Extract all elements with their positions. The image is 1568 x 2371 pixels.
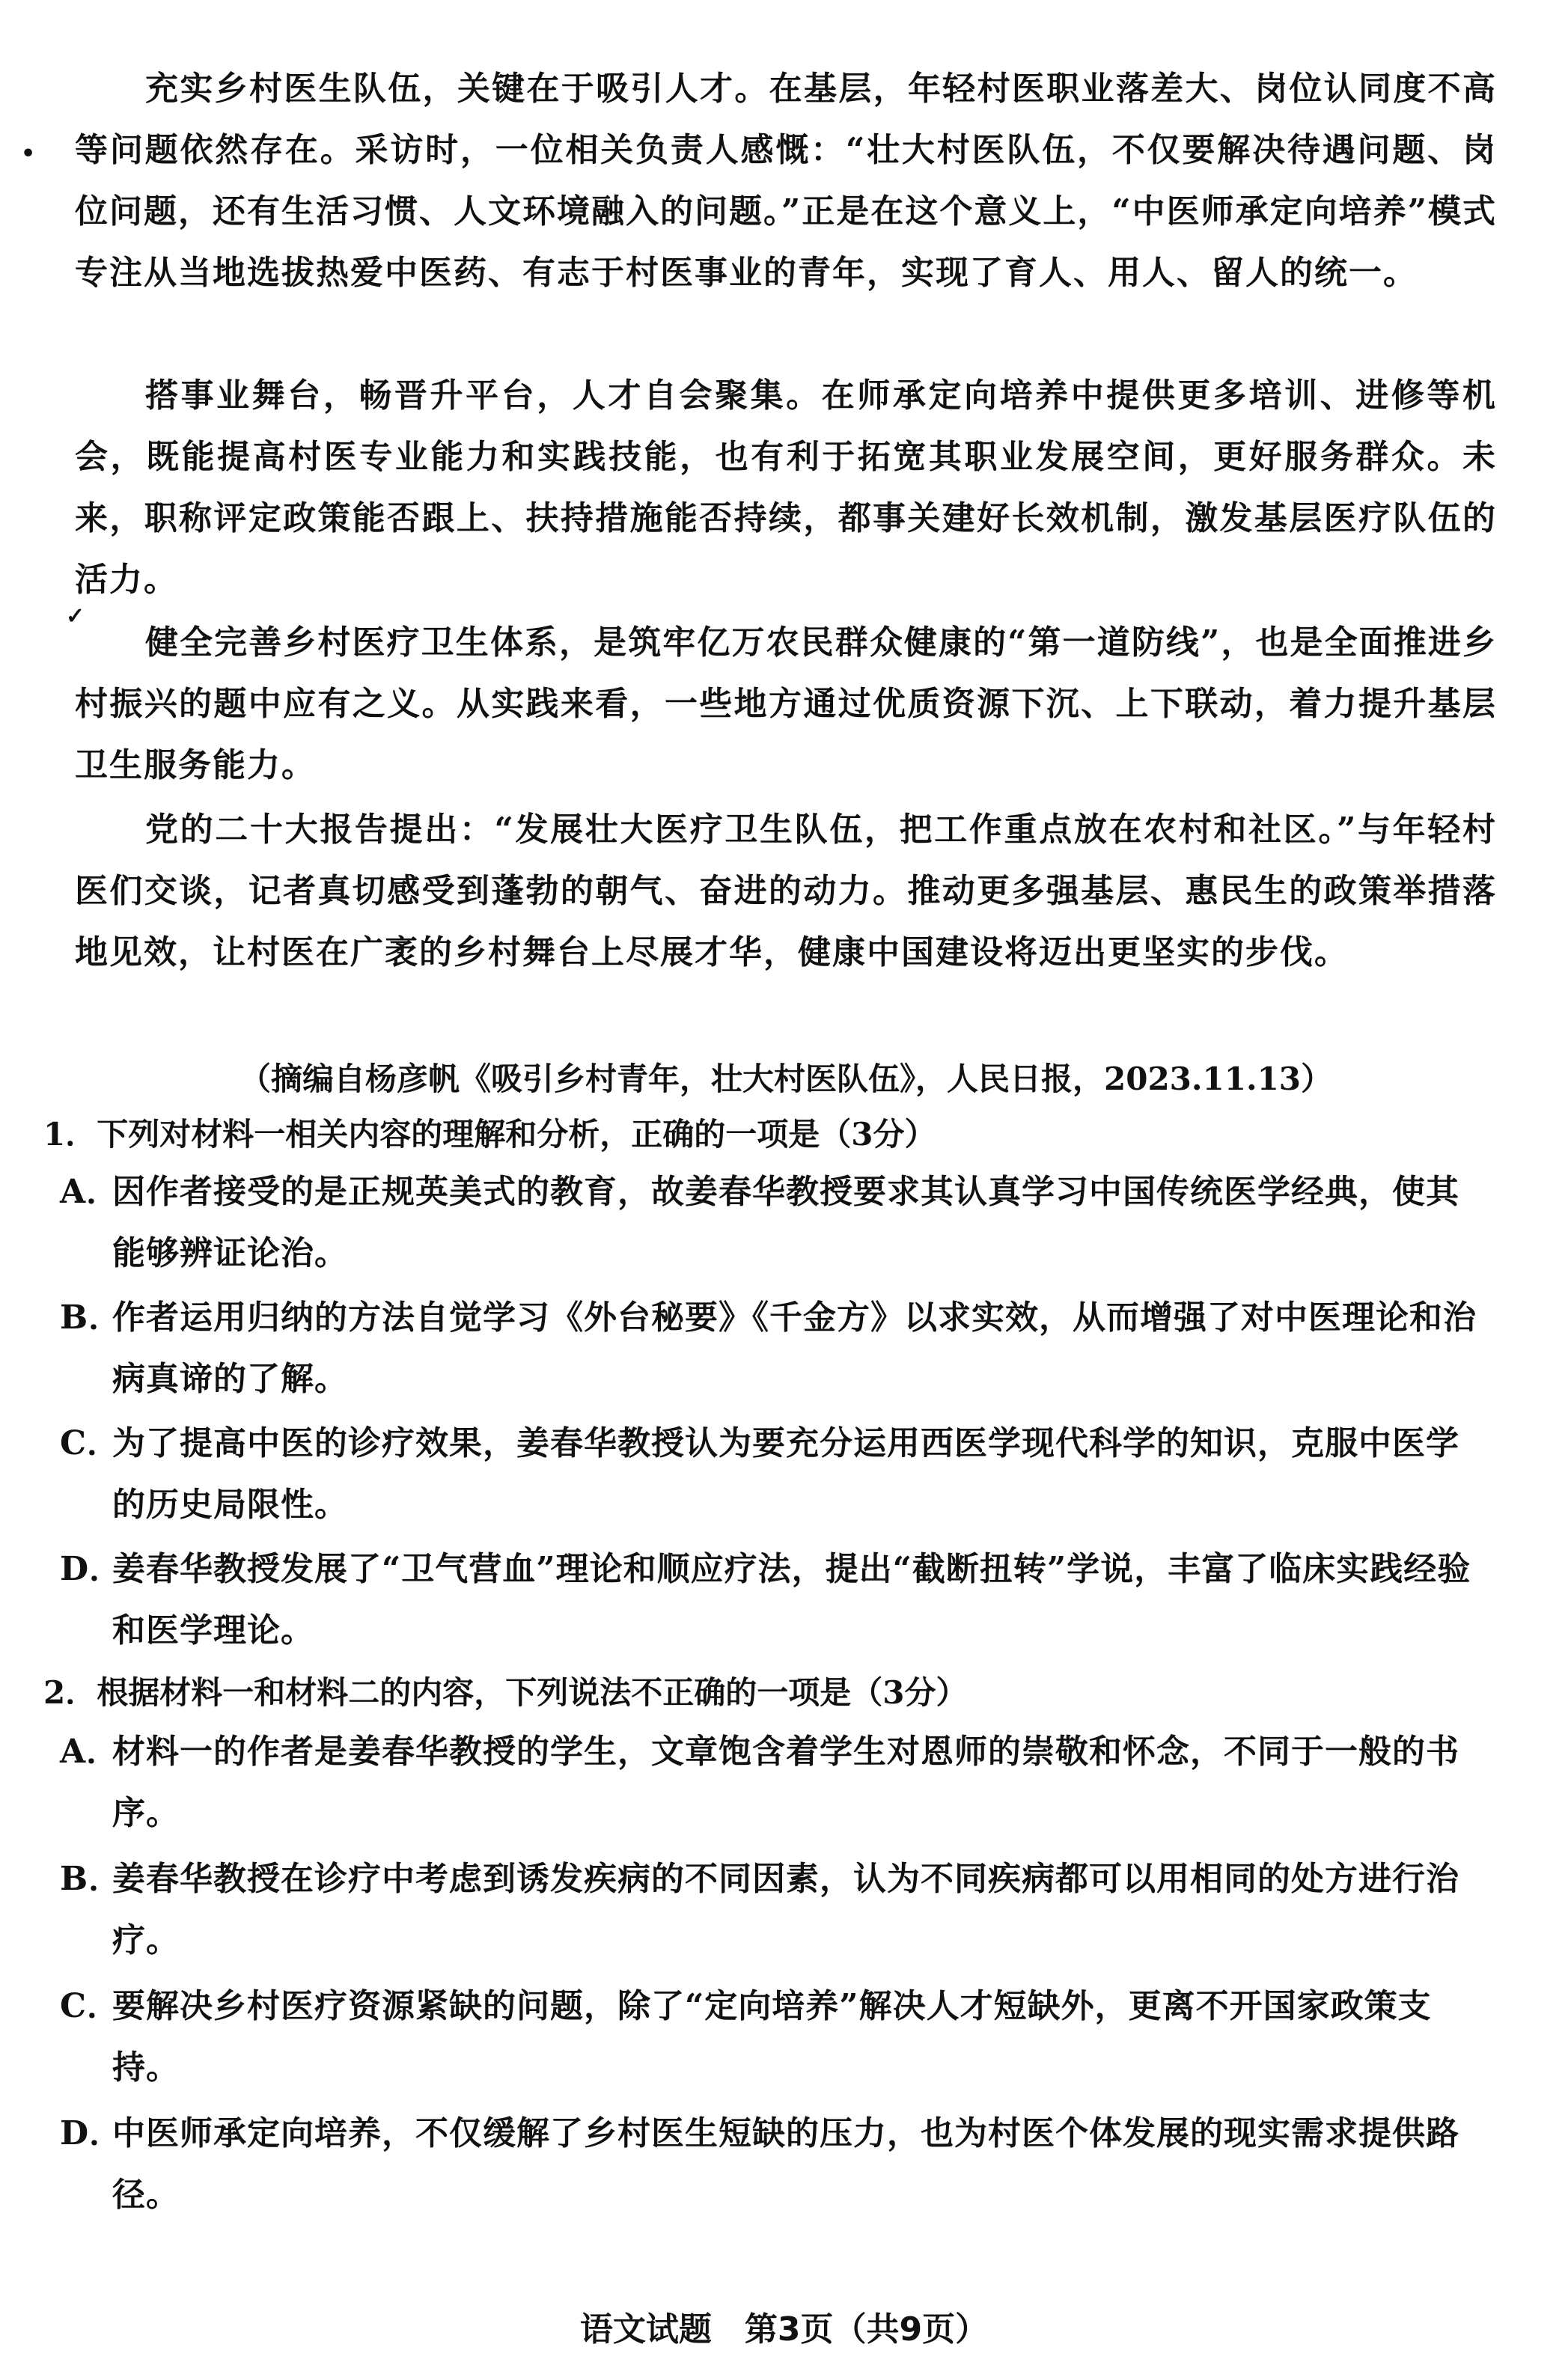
question-2-option-d bbox=[60, 2103, 1489, 2226]
option-letter: A． bbox=[60, 1733, 121, 1771]
option-letter: C． bbox=[60, 1987, 121, 2025]
question-1-option-c bbox=[60, 1413, 1489, 1536]
question-1-option-d bbox=[60, 1539, 1489, 1661]
option-letter: D． bbox=[60, 1550, 123, 1588]
option-text: 因作者接受的是正规英美式的教育，故姜春华教授要求其认真学习中国传统医学经典，使其能够辨证论治。 bbox=[112, 1173, 1459, 1272]
question-1-option-a bbox=[60, 1162, 1489, 1284]
check-mark: ✓ bbox=[66, 603, 85, 629]
stray-mark: • bbox=[21, 141, 36, 167]
passage-paragraph-2: 搭事业舞台，畅晋升平台，人才自会聚集。在师承定向培养中提供更多培训、进修等机会，既能提高村医专业能力和实践技能，也有利于拓宽其职业发展空间，更好服务群众。未来，职称评定政策能否跟上、扶持措施能否持续，都事关建好长效机制，激发基层医疗队伍的活力。 bbox=[75, 376, 1497, 599]
question-1-stem: 1．下列对材料一相关内容的理解和分析，正确的一项是（3分） bbox=[43, 1116, 936, 1153]
source-citation: （摘编自杨彦帆《吸引乡村青年，壮大村医队伍》，人民日报，2023.11.13） bbox=[240, 1061, 1333, 1097]
option-letter: D． bbox=[60, 2114, 123, 2152]
option-letter: A． bbox=[60, 1173, 121, 1211]
option-text: 为了提高中医的诊疗效果，姜春华教授认为要充分运用西医学现代科学的知识，克服中医学的历史局限性。 bbox=[112, 1424, 1459, 1524]
passage-paragraph-3: 健全完善乡村医疗卫生体系，是筑牢亿万农民群众健康的“第一道防线”，也是全面推进乡村振兴的题中应有之义。从实践来看，一些地方通过优质资源下沉、上下联动，着力提升基层卫生服务能力。 bbox=[75, 623, 1497, 784]
question-2-stem: 2．根据材料一和材料二的内容，下列说法不正确的一项是（3分） bbox=[43, 1674, 968, 1711]
option-text: 中医师承定向培养，不仅缓解了乡村医生短缺的压力，也为村医个体发展的现实需求提供路径。 bbox=[112, 2114, 1459, 2214]
page-footer: 语文试题 第3页（共9页） bbox=[579, 2310, 989, 2349]
option-text: 要解决乡村医疗资源紧缺的问题，除了“定向培养”解决人才短缺外，更离不开国家政策支持。 bbox=[112, 1987, 1432, 2087]
passage-paragraph-1: 充实乡村医生队伍，关键在于吸引人才。在基层，年轻村医职业落差大、岗位认同度不高等问题依然存在。采访时，一位相关负责人感慨：“壮大村医队伍，不仅要解决待遇问题、岗位问题，还有生活习惯、人文环境融入的问题。”正是在这个意义上，“中医师承定向培养”模式专注从当地选拔热爱中医药、有志于村医事业的青年，实现了育人、用人、留人的统一。 bbox=[75, 70, 1497, 292]
option-text: 姜春华教授在诊疗中考虑到诱发疾病的不同因素，认为不同疾病都可以用相同的处方进行治疗。 bbox=[112, 1860, 1459, 1959]
option-text: 作者运用归纳的方法自觉学习《外台秘要》《千金方》以求实效，从而增强了对中医理论和治病真谛的了解。 bbox=[112, 1299, 1477, 1398]
option-letter: C． bbox=[60, 1424, 121, 1462]
question-2-option-a bbox=[60, 1721, 1489, 1844]
passage-paragraph-4: 党的二十大报告提出：“发展壮大医疗卫生队伍，把工作重点放在农村和社区。”与年轻村医们交谈，记者真切感受到蓬勃的朝气、奋进的动力。推动更多强基层、惠民生的政策举措落地见效，让村医在广袤的乡村舞台上尽展才华，健康中国建设将迈出更坚实的步伐。 bbox=[75, 811, 1497, 971]
question-1-option-b bbox=[60, 1287, 1489, 1410]
question-2-option-b bbox=[60, 1849, 1489, 1971]
question-2-option-c bbox=[60, 1976, 1489, 2099]
option-letter: B． bbox=[60, 1299, 123, 1337]
option-text: 材料一的作者是姜春华教授的学生，文章饱含着学生对恩师的崇敬和怀念，不同于一般的书序。 bbox=[112, 1733, 1459, 1832]
option-letter: B． bbox=[60, 1860, 123, 1898]
option-text: 姜春华教授发展了“卫气营血”理论和顺应疗法，提出“截断扭转”学说，丰富了临床实践经验和医学理论。 bbox=[112, 1550, 1471, 1650]
